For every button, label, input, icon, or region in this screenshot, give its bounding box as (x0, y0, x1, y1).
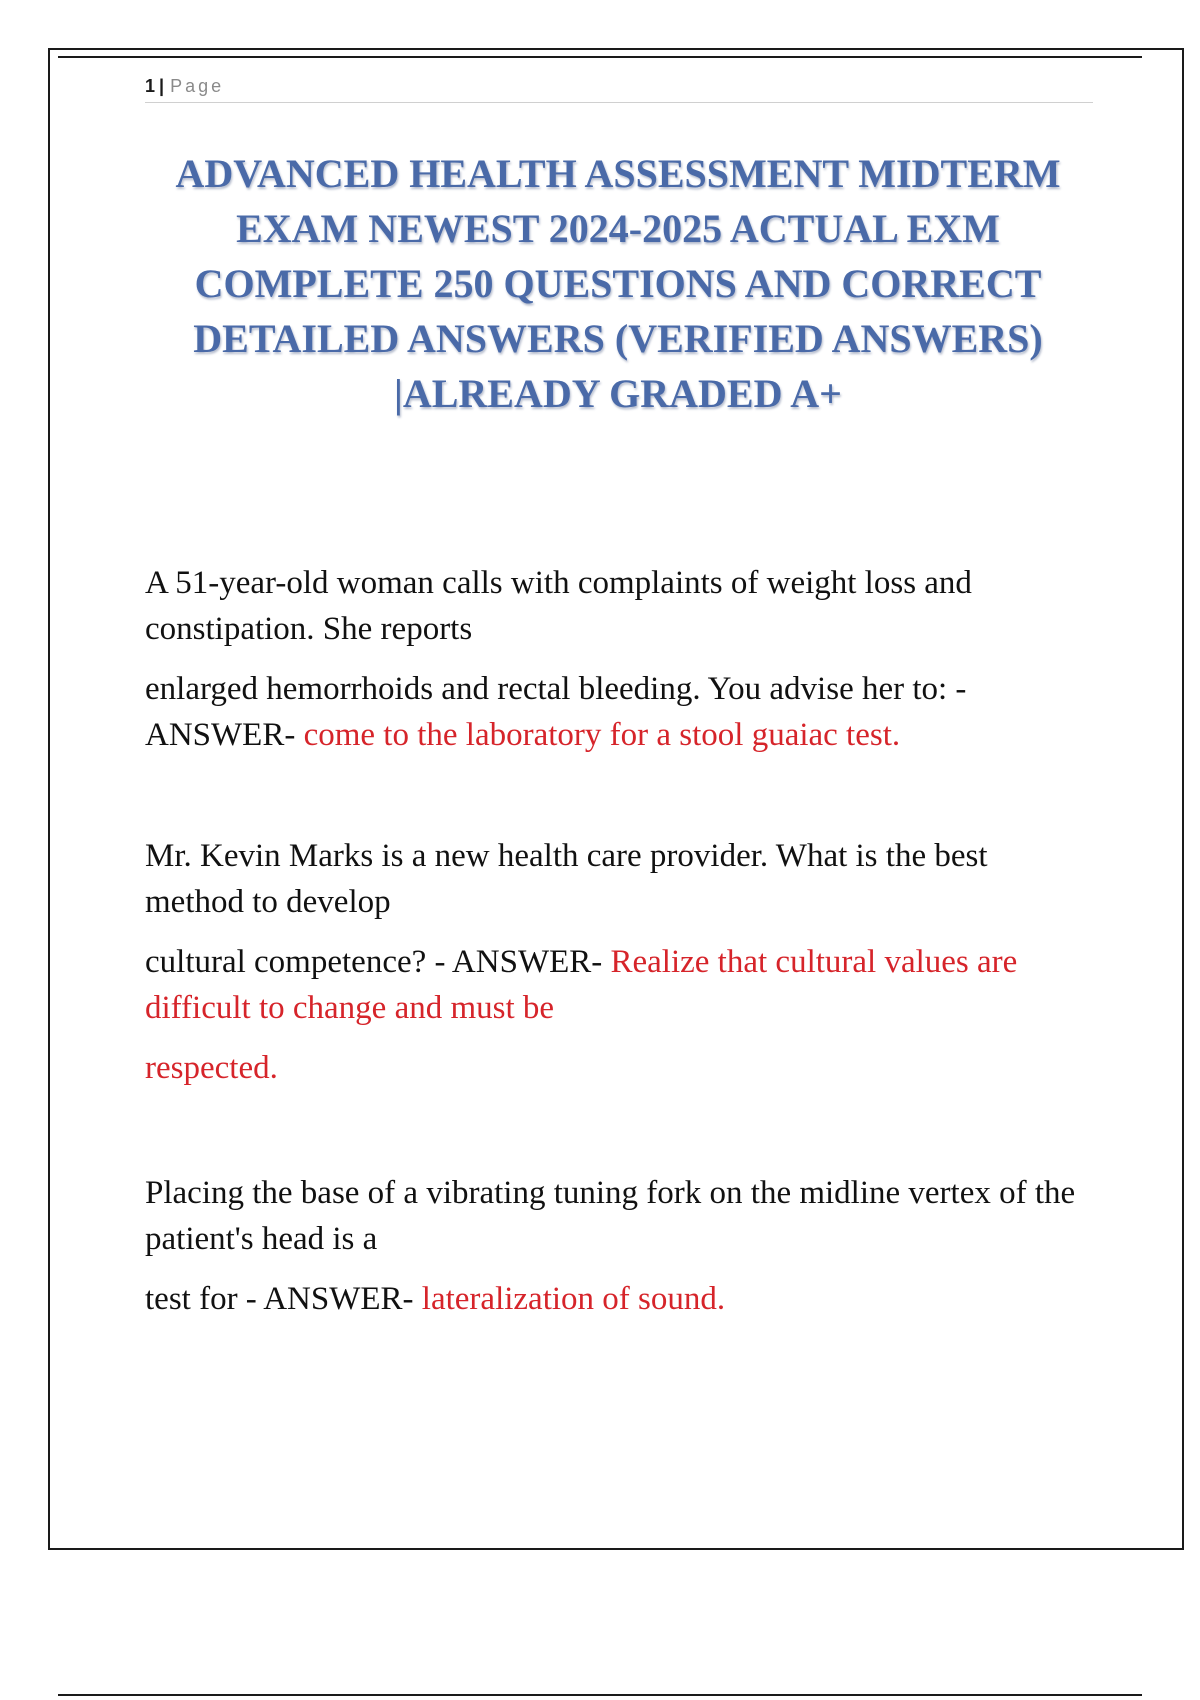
question-block (145, 560, 1093, 758)
answer-text: come to the laboratory for a stool guaiac test. (303, 717, 901, 753)
question-prompt: cultural competence? - ANSWER- (145, 944, 611, 980)
question-text: A 51-year-old woman calls with complaints of weight loss and constipation. She reports (145, 565, 972, 647)
question-text: Placing the base of a vibrating tuning fork on the midline vertex of the patient's head is a (145, 1175, 1076, 1257)
question-text: Mr. Kevin Marks is a new health care provider. What is the best method to develop (145, 838, 988, 920)
question-text-continued (145, 939, 1093, 1031)
answer-text: lateralization of sound. (421, 1281, 726, 1317)
page-header (145, 72, 1093, 103)
question-block (145, 1170, 1093, 1322)
page-label: Page (170, 76, 225, 96)
top-rule (58, 56, 1142, 58)
bottom-rule (58, 1694, 1142, 1696)
question-block (145, 833, 1093, 1091)
question-prompt: enlarged hemorrhoids and rectal bleeding. You advise her to: - ANSWER- (145, 671, 967, 753)
question-text-continued (145, 1276, 1093, 1322)
page-separator: | (159, 76, 165, 96)
question-text-continued (145, 666, 1093, 758)
answer-text: Realize that cultural values are difficult to change and must be (145, 944, 1018, 1026)
question-prompt: test for - ANSWER- (145, 1281, 422, 1317)
page-number: 1 (145, 76, 156, 96)
answer-text-continued: respected. (145, 1050, 278, 1086)
document-title: ADVANCED HEALTH ASSESSMENT MIDTERM EXAM NEWEST 2024-2025 ACTUAL EXM COMPLETE 250 QUESTIONS AND CORRECT DETAILED ANSWERS (VERIFIED ANSWERS) |ALREADY GRADED A+ (175, 151, 1061, 416)
